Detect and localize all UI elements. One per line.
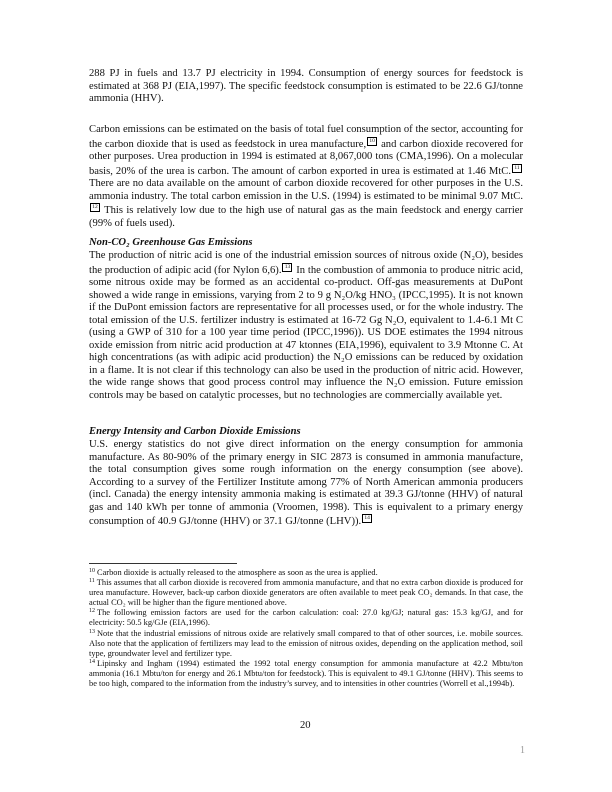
- paragraph-nitrous-oxide: [89, 250, 523, 402]
- footnotes: [89, 568, 523, 689]
- paragraph-feedstock-consumption: [89, 68, 523, 106]
- footnote-ref-12[interactable]: 12: [90, 203, 100, 212]
- footnote-14: [89, 659, 523, 689]
- footnote-ref-13[interactable]: 13: [282, 263, 292, 272]
- footnote-number: 10: [89, 568, 95, 574]
- footnote-text: This assumes that all carbon dioxide is recovered from ammonia manufacture, and that no extra carbon dioxide is produced for urea manufacture. However, back-up carbon dioxide generators are often available to meet peak CO₂ demands. In that case, the actual CO₂ will be higher than the figure mentioned above.: [89, 578, 523, 608]
- footnote-13: [89, 629, 523, 659]
- paragraph-text: U.S. energy statistics do not give direct information on the energy consumption for ammonia manufacture. As 80-90% of the primary energy in SIC 2873 is consumed in ammonia manufacture, the total consumption gives some rough information on the energy consumption (see above). According to a survey of the Fertilizer Institute among 77% of North American ammonia producers (incl. Canada) the energy intensity ammonia making is estimated at 39.3 GJ/tonne (HHV) of natural gas and 140 kWh per tonne of ammonia (Vroomen, 1998). This is equivalent to a primary energy consumption of 40.9 GJ/tonne (HHV) or 37.1 GJ/tonne (LHV)).: [89, 439, 523, 527]
- footnote-ref-14[interactable]: 14: [362, 514, 372, 523]
- footnote-text: Carbon dioxide is actually released to the atmosphere as soon as the urea is applied.: [97, 568, 378, 577]
- page-number: 20: [300, 720, 311, 731]
- paragraph-text: Carbon emissions can be estimated on the basis of total fuel consumption of the sector, accounting for the carbon dioxide that is used as feedstock in urea manufacture,: [89, 124, 523, 150]
- paragraph-text: and carbon dioxide recovered for other purposes. Urea production in 1994 is estimated at 8,067,000 tons (CMA,1996). On a molecular basis, 20% of the urea is carbon. The amount of carbon exported in urea is estimated at 1.46 MtC.: [89, 138, 523, 177]
- footnote-number: 11: [89, 578, 95, 585]
- footnote-ref-10[interactable]: 10: [367, 137, 377, 146]
- paragraph-text: In the combustion of ammonia to produce nitric acid, some nitrous oxide may be formed as an accidental co-product. Off-gas measurements at DuPont showed a wide range in emissions, varying from 2 to 9 g N₂O/kg HNO₃ (IPCC,1995). It is not known if the DuPont emission factors are representative for all processes used, or for the whole industry. The total emission of the U.S. fertilizer industry is estimated at 16-72 Gg N₂O, equivalent to 1.4-6.1 Mt C (using a GWP of 310 for a 100 year time period (IPCC,1996)). US DOE estimates the 1994 nitrous oxide emission from nitric acid production at 47 ktonnes (EIA,1996), equivalent to 3.9 Mtonne C. At high concentrations (as with adipic acid production) the N₂O emissions can be reduced by oxidation in a flame. It is not clear if this technology can also be used in the production of nitric acid. However, the wide range shows that good process control may influence the N₂O emission. Future emission controls may be based on catalytic processes, but no technologies are commercially available yet.: [89, 264, 524, 401]
- paragraph-text: The production of nitric acid is one of the industrial emission sources of nitrous oxide (N₂O), besides the production of adipic acid (for Nylon 6,6).: [89, 250, 523, 276]
- footnote-text: Note that the industrial emissions of nitrous oxide are relatively small compared to that of other sources, i.e. mobile sources. Also note that the application of fertilizers may lead to the emission of nitrous oxides, depending on the application method, soil type, groundwater level and fertilizer type.: [89, 628, 523, 658]
- viewer-page-number: 1: [520, 745, 525, 756]
- footnote-11: [89, 578, 523, 608]
- paragraph-text: There are no data available on the amount of carbon dioxide recovered for other purposes in the U.S. ammonia industry. The total carbon emission in the U.S. (1994) is estimated to be minimal 9.07 MtC.: [89, 178, 523, 202]
- paragraph-energy-intensity: [89, 439, 523, 529]
- paragraph-text: 288 PJ in fuels and 13.7 PJ electricity in 1994. Consumption of energy sources for feedstock is estimated at 368 PJ (EIA,1997). The specific feedstock consumption is estimated to be 22.6 GJ/tonne ammonia (HHV).: [89, 68, 523, 104]
- footnote-text: The following emission factors are used for the carbon calculation: coal: 27.0 kg/GJ; natural gas: 15.3 kg/GJ, and for electricity: 50.5 kg/GJe (EIA,1996).: [89, 608, 523, 628]
- paragraph-carbon-emissions: [89, 124, 523, 230]
- footnote-12: [89, 608, 523, 628]
- section-heading-energy-intensity: Energy Intensity and Carbon Dioxide Emissions: [89, 426, 301, 437]
- footnote-10: [89, 568, 523, 578]
- paragraph-text: This is relatively low due to the high use of natural gas as the main feedstock and energy carrier (99% of fuels used).: [89, 205, 523, 229]
- footnote-number: 12: [89, 608, 95, 615]
- footnote-text: Lipinsky and Ingham (1994) estimated the 1992 total energy consumption for ammonia manufacture at 42.2 Mbtu/ton ammonia (16.1 Mbtu/ton for energy and 26.1 Mbtu/ton for feedstock). This is equivalent to 49.1 GJ/tonne (HHV). This seems to be too high, compared to the information from the industry’s survey, and to intensities in other countries (Worrell et al.,1994b).: [89, 658, 523, 689]
- section-heading-non-co2: Non-CO₂ Greenhouse Gas Emissions: [89, 237, 253, 248]
- footnote-number: 14: [89, 658, 95, 665]
- footnote-number: 13: [89, 628, 95, 635]
- footnote-divider: [89, 563, 237, 564]
- footnote-ref-11[interactable]: 11: [512, 164, 522, 173]
